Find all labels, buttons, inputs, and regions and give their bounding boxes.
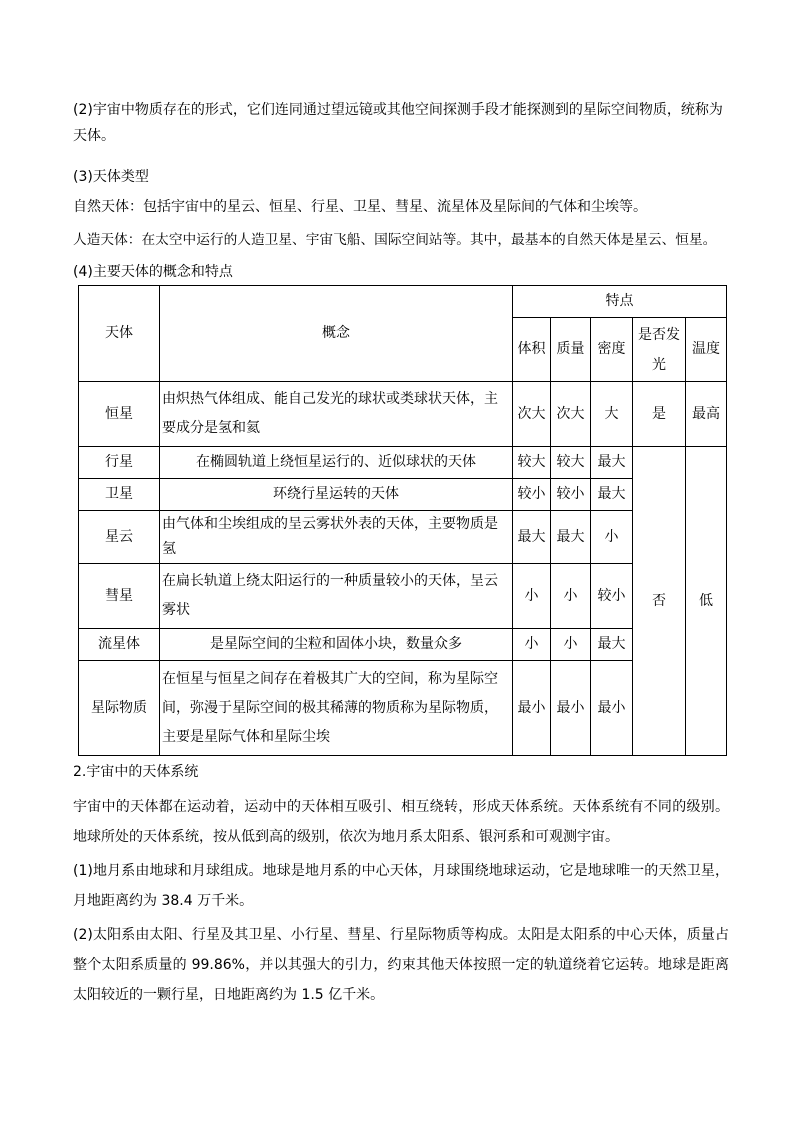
cell-density: 较小 [591, 564, 633, 629]
cell-density: 最大 [591, 447, 633, 479]
cell-mass: 最小 [551, 661, 591, 756]
cell-concept: 在扁长轨道上绕太阳运行的一种质量较小的天体，呈云雾状 [160, 564, 513, 629]
cell-mass: 次大 [551, 382, 591, 447]
header-temperature: 温度 [686, 318, 727, 382]
table-row [79, 511, 727, 564]
cell-mass: 小 [551, 629, 591, 661]
cell-glow-shared: 否 [633, 447, 686, 756]
cell-concept: 是星际空间的尘粒和固体小块，数量众多 [160, 629, 513, 661]
cell-volume: 最大 [513, 511, 551, 564]
paragraph-artificial-bodies: 人造天体：在太空中运行的人造卫星、宇宙飞船、国际空间站等。其中，最基本的自然天体是星云、恒星。 [73, 232, 717, 248]
table-row [79, 629, 727, 661]
header-body: 天体 [79, 286, 160, 382]
cell-volume: 小 [513, 629, 551, 661]
cell-body: 卫星 [79, 479, 160, 511]
celestial-features-table [78, 285, 727, 756]
cell-volume: 次大 [513, 382, 551, 447]
heading-celestial-systems: 2.宇宙中的天体系统 [73, 764, 199, 780]
cell-mass: 较大 [551, 447, 591, 479]
cell-density: 最大 [591, 629, 633, 661]
paragraph-natural-bodies: 自然天体：包括宇宙中的星云、恒星、行星、卫星、彗星、流星体及星际间的气体和尘埃等。 [73, 199, 647, 215]
cell-body: 恒星 [79, 382, 160, 447]
header-glow: 是否发光 [633, 318, 686, 382]
table-row [79, 479, 727, 511]
table-row [79, 382, 727, 447]
header-features: 特点 [513, 286, 727, 318]
cell-density: 小 [591, 511, 633, 564]
cell-volume: 小 [513, 564, 551, 629]
table-row [79, 564, 727, 629]
table-row [79, 661, 727, 756]
paragraph-celestial-systems: 宇宙中的天体都在运动着，运动中的天体相互吸引、相互绕转，形成天体系统。天体系统有不同的级别。地球所处的天体系统，按从低到高的级别，依次为地月系太阳系、银河系和可观测宇宙。 [73, 799, 729, 845]
paragraph-solar-system: (2)太阳系由太阳、行星及其卫星、小行星、彗星、行星际物质等构成。太阳是太阳系的中心天体，质量占整个太阳系质量的 99.86%，并以其强大的引力，约束其他天体按照一定的轨道绕着它运转。地球是距离太阳较近的一颗行星，日地距离约为 1.5 亿千米。 [73, 927, 729, 1003]
cell-mass: 最大 [551, 511, 591, 564]
cell-body: 星云 [79, 511, 160, 564]
header-volume: 体积 [513, 318, 551, 382]
cell-body: 星际物质 [79, 661, 160, 756]
cell-concept: 在恒星与恒星之间存在着极其广大的空间，称为星际空间，弥漫于星际空间的极其稀薄的物质称为星际物质，主要是星际气体和星际尘埃 [160, 661, 513, 756]
cell-concept: 在椭圆轨道上绕恒星运行的、近似球状的天体 [160, 447, 513, 479]
cell-concept: 环绕行星运转的天体 [160, 479, 513, 511]
cell-density: 最小 [591, 661, 633, 756]
cell-mass: 小 [551, 564, 591, 629]
cell-body: 彗星 [79, 564, 160, 629]
cell-volume: 较大 [513, 447, 551, 479]
paragraph-celestial-body-definition: (2)宇宙中物质存在的形式，它们连同通过望远镜或其他空间探测手段才能探测到的星际空间物质，统称为天体。 [73, 102, 723, 144]
cell-density: 大 [591, 382, 633, 447]
cell-density: 最大 [591, 479, 633, 511]
header-concept: 概念 [160, 286, 513, 382]
cell-glow: 是 [633, 382, 686, 447]
table-row [79, 447, 727, 479]
cell-temperature: 最高 [686, 382, 727, 447]
cell-volume: 最小 [513, 661, 551, 756]
header-mass: 质量 [551, 318, 591, 382]
heading-celestial-body-types: (3)天体类型 [73, 169, 149, 185]
cell-volume: 较小 [513, 479, 551, 511]
cell-body: 流星体 [79, 629, 160, 661]
paragraph-earth-moon-system: (1)地月系由地球和月球组成。地球是地月系的中心天体，月球围绕地球运动，它是地球唯一的天然卫星，月地距离约为 38.4 万千米。 [73, 863, 729, 909]
cell-body: 行星 [79, 447, 160, 479]
cell-temperature-shared: 低 [686, 447, 727, 756]
header-density: 密度 [591, 318, 633, 382]
heading-main-bodies-table: (4)主要天体的概念和特点 [73, 264, 233, 280]
cell-concept: 由炽热气体组成、能自己发光的球状或类球状天体，主要成分是氢和氦 [160, 382, 513, 447]
cell-concept: 由气体和尘埃组成的呈云雾状外表的天体，主要物质是氢 [160, 511, 513, 564]
cell-mass: 较小 [551, 479, 591, 511]
